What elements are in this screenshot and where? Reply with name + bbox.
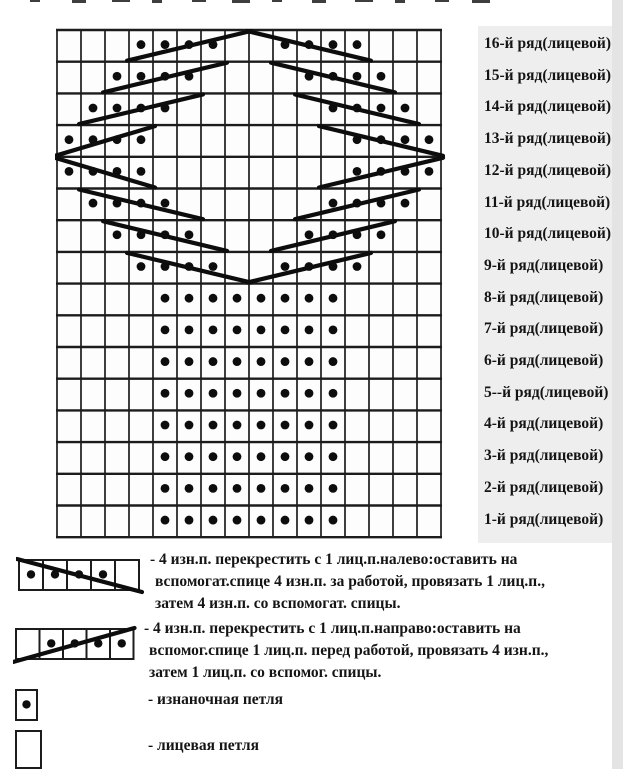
legend-text-line: вспомог.спице 1 лиц.п. перед работой, провязать 4 изн.п., [149, 642, 549, 659]
purl-dot [185, 484, 194, 493]
artifact-dash [72, 0, 86, 3]
purl-dot [377, 72, 386, 81]
row-label: 9-й ряд(лицевой) [484, 256, 604, 274]
row-label: 2-й ряд(лицевой) [484, 478, 604, 496]
legend-item-text [148, 735, 259, 757]
purl-dot [113, 72, 122, 81]
cable-cross-line [13, 628, 135, 662]
purl-dot [161, 199, 170, 208]
purl-dot [329, 357, 338, 366]
purl-dot [161, 484, 170, 493]
knitting-chart [55, 26, 447, 543]
purl-dot [209, 325, 218, 334]
purl-dot [209, 357, 218, 366]
purl-dot [209, 294, 218, 303]
row-label: 16-й ряд(лицевой) [484, 35, 612, 52]
purl-dot [305, 421, 314, 430]
row-label: 6-й ряд(лицевой) [484, 352, 604, 369]
purl-dot [377, 230, 386, 239]
purl-dot [257, 389, 266, 398]
legend-item-text [144, 618, 548, 684]
purl-dot [161, 516, 170, 525]
purl-dot [257, 484, 266, 493]
artifact-dash [355, 0, 373, 2]
purl-dot [281, 516, 290, 525]
purl-dot [233, 421, 242, 430]
purl-dot [209, 421, 218, 430]
artifact-dash [272, 0, 282, 2]
purl-dot [185, 357, 194, 366]
purl-dot [305, 230, 314, 239]
purl-dot [425, 135, 434, 144]
row-label: 15-й ряд(лицевой) [484, 66, 612, 84]
purl-dot [377, 104, 386, 113]
purl-dot [137, 167, 146, 176]
purl-dot [185, 389, 194, 398]
purl-dot [257, 516, 266, 525]
purl-dot [281, 262, 290, 271]
purl-dot [22, 700, 30, 708]
purl-dot [401, 199, 410, 208]
artifact-dash [152, 0, 162, 3]
purl-dot [209, 452, 218, 461]
purl-dot [329, 199, 338, 208]
purl-dot [329, 40, 338, 49]
purl-dot [137, 262, 146, 271]
purl-dot [257, 294, 266, 303]
purl-dot [329, 516, 338, 525]
artifact-dash [30, 0, 40, 2]
artifact-dash [472, 0, 490, 3]
purl-dot [305, 516, 314, 525]
purl-dot [305, 325, 314, 334]
row-label: 3-й ряд(лицевой) [484, 447, 604, 465]
purl-dot [209, 484, 218, 493]
artifact-dash [395, 0, 405, 3]
row-label: 8-й ряд(лицевой) [484, 288, 604, 306]
purl-dot [257, 325, 266, 334]
purl-dot [185, 230, 194, 239]
row-label: 10-й ряд(лицевой) [484, 225, 612, 243]
purl-dot [305, 357, 314, 366]
purl-dot [281, 421, 290, 430]
purl-dot [353, 262, 362, 271]
legend-text-line: - 4 изн.п. перекрестить с 1 лиц.п.направо:оставить на [144, 620, 521, 637]
legend-item-text [150, 549, 545, 615]
purl-dot [353, 72, 362, 81]
purl-dot [233, 516, 242, 525]
purl-dot [161, 389, 170, 398]
purl-dot [161, 294, 170, 303]
legend-cell [16, 731, 41, 768]
legend-symbol-4 [13, 727, 46, 769]
purl-dot [47, 639, 55, 647]
purl-dot [329, 325, 338, 334]
purl-dot [89, 199, 98, 208]
purl-dot [281, 484, 290, 493]
purl-dot [185, 452, 194, 461]
artifact-dash [112, 0, 130, 2]
row-labels [484, 26, 623, 543]
purl-dot [27, 570, 35, 578]
row-label: 13-й ряд(лицевой) [484, 130, 612, 148]
purl-dot [257, 357, 266, 366]
row-label: 14-й ряд(лицевой) [484, 98, 612, 116]
purl-dot [281, 452, 290, 461]
legend-text-line: затем 1 лиц.п. со вспомог. спицы. [149, 664, 382, 681]
purl-dot [257, 452, 266, 461]
purl-dot [161, 40, 170, 49]
purl-dot [185, 325, 194, 334]
legend-symbol-3 [13, 686, 42, 726]
purl-dot [137, 72, 146, 81]
purl-dot [113, 230, 122, 239]
purl-dot [89, 104, 98, 113]
purl-dot [281, 294, 290, 303]
purl-dot [329, 389, 338, 398]
legend-text-line: затем 4 изн.п. со вспомогат. спицы. [155, 595, 401, 612]
legend-text-line: вспомогат.спице 4 изн.п. за работой, провязать 1 лиц.п., [155, 573, 545, 590]
purl-dot [305, 389, 314, 398]
purl-dot [329, 294, 338, 303]
purl-dot [305, 452, 314, 461]
purl-dot [425, 167, 434, 176]
purl-dot [99, 570, 107, 578]
purl-dot [329, 484, 338, 493]
purl-dot [281, 325, 290, 334]
legend-symbol-2 [13, 625, 139, 665]
purl-dot [185, 421, 194, 430]
legend-symbol-1 [16, 556, 144, 596]
purl-dot [209, 262, 218, 271]
purl-dot [305, 484, 314, 493]
purl-dot [65, 167, 74, 176]
legend-text-line: - изнаночная петля [148, 691, 283, 708]
purl-dot [209, 389, 218, 398]
row-label: 1-й ряд(лицевой) [484, 510, 604, 528]
purl-dot [118, 639, 126, 647]
purl-dot [305, 294, 314, 303]
purl-dot [137, 135, 146, 144]
purl-dot [185, 294, 194, 303]
legend-text-line: - 4 изн.п. перекрестить с 1 лиц.п.налево:оставить на [150, 551, 518, 568]
purl-dot [257, 421, 266, 430]
row-label: 5--й ряд(лицевой) [484, 383, 609, 401]
purl-dot [161, 325, 170, 334]
purl-dot [161, 421, 170, 430]
row-label: 7-й ряд(лицевой) [484, 320, 604, 338]
purl-dot [185, 516, 194, 525]
purl-dot [401, 104, 410, 113]
purl-dot [329, 421, 338, 430]
purl-dot [281, 357, 290, 366]
purl-dot [281, 389, 290, 398]
artifact-dash [435, 0, 449, 2]
row-label: 11-й ряд(лицевой) [484, 193, 611, 211]
row-label: 12-й ряд(лицевой) [484, 161, 612, 179]
purl-dot [161, 357, 170, 366]
legend-item-text [148, 689, 283, 711]
purl-dot [353, 167, 362, 176]
purl-dot [65, 135, 74, 144]
purl-dot [161, 452, 170, 461]
purl-dot [233, 484, 242, 493]
purl-dot [137, 40, 146, 49]
purl-dot [233, 389, 242, 398]
artifact-dash [192, 0, 206, 2]
purl-dot [233, 294, 242, 303]
purl-dot [329, 452, 338, 461]
cable-cross-line [17, 559, 142, 592]
purl-dot [233, 325, 242, 334]
legend-text-line: - лицевая петля [148, 737, 259, 754]
purl-dot [113, 104, 122, 113]
artifact-dash [232, 0, 250, 3]
purl-dot [353, 40, 362, 49]
row-label: 4-й ряд(лицевой) [484, 415, 604, 433]
purl-dot [209, 516, 218, 525]
purl-dot [401, 135, 410, 144]
purl-dot [233, 357, 242, 366]
artifact-dash [312, 0, 326, 3]
purl-dot [233, 452, 242, 461]
